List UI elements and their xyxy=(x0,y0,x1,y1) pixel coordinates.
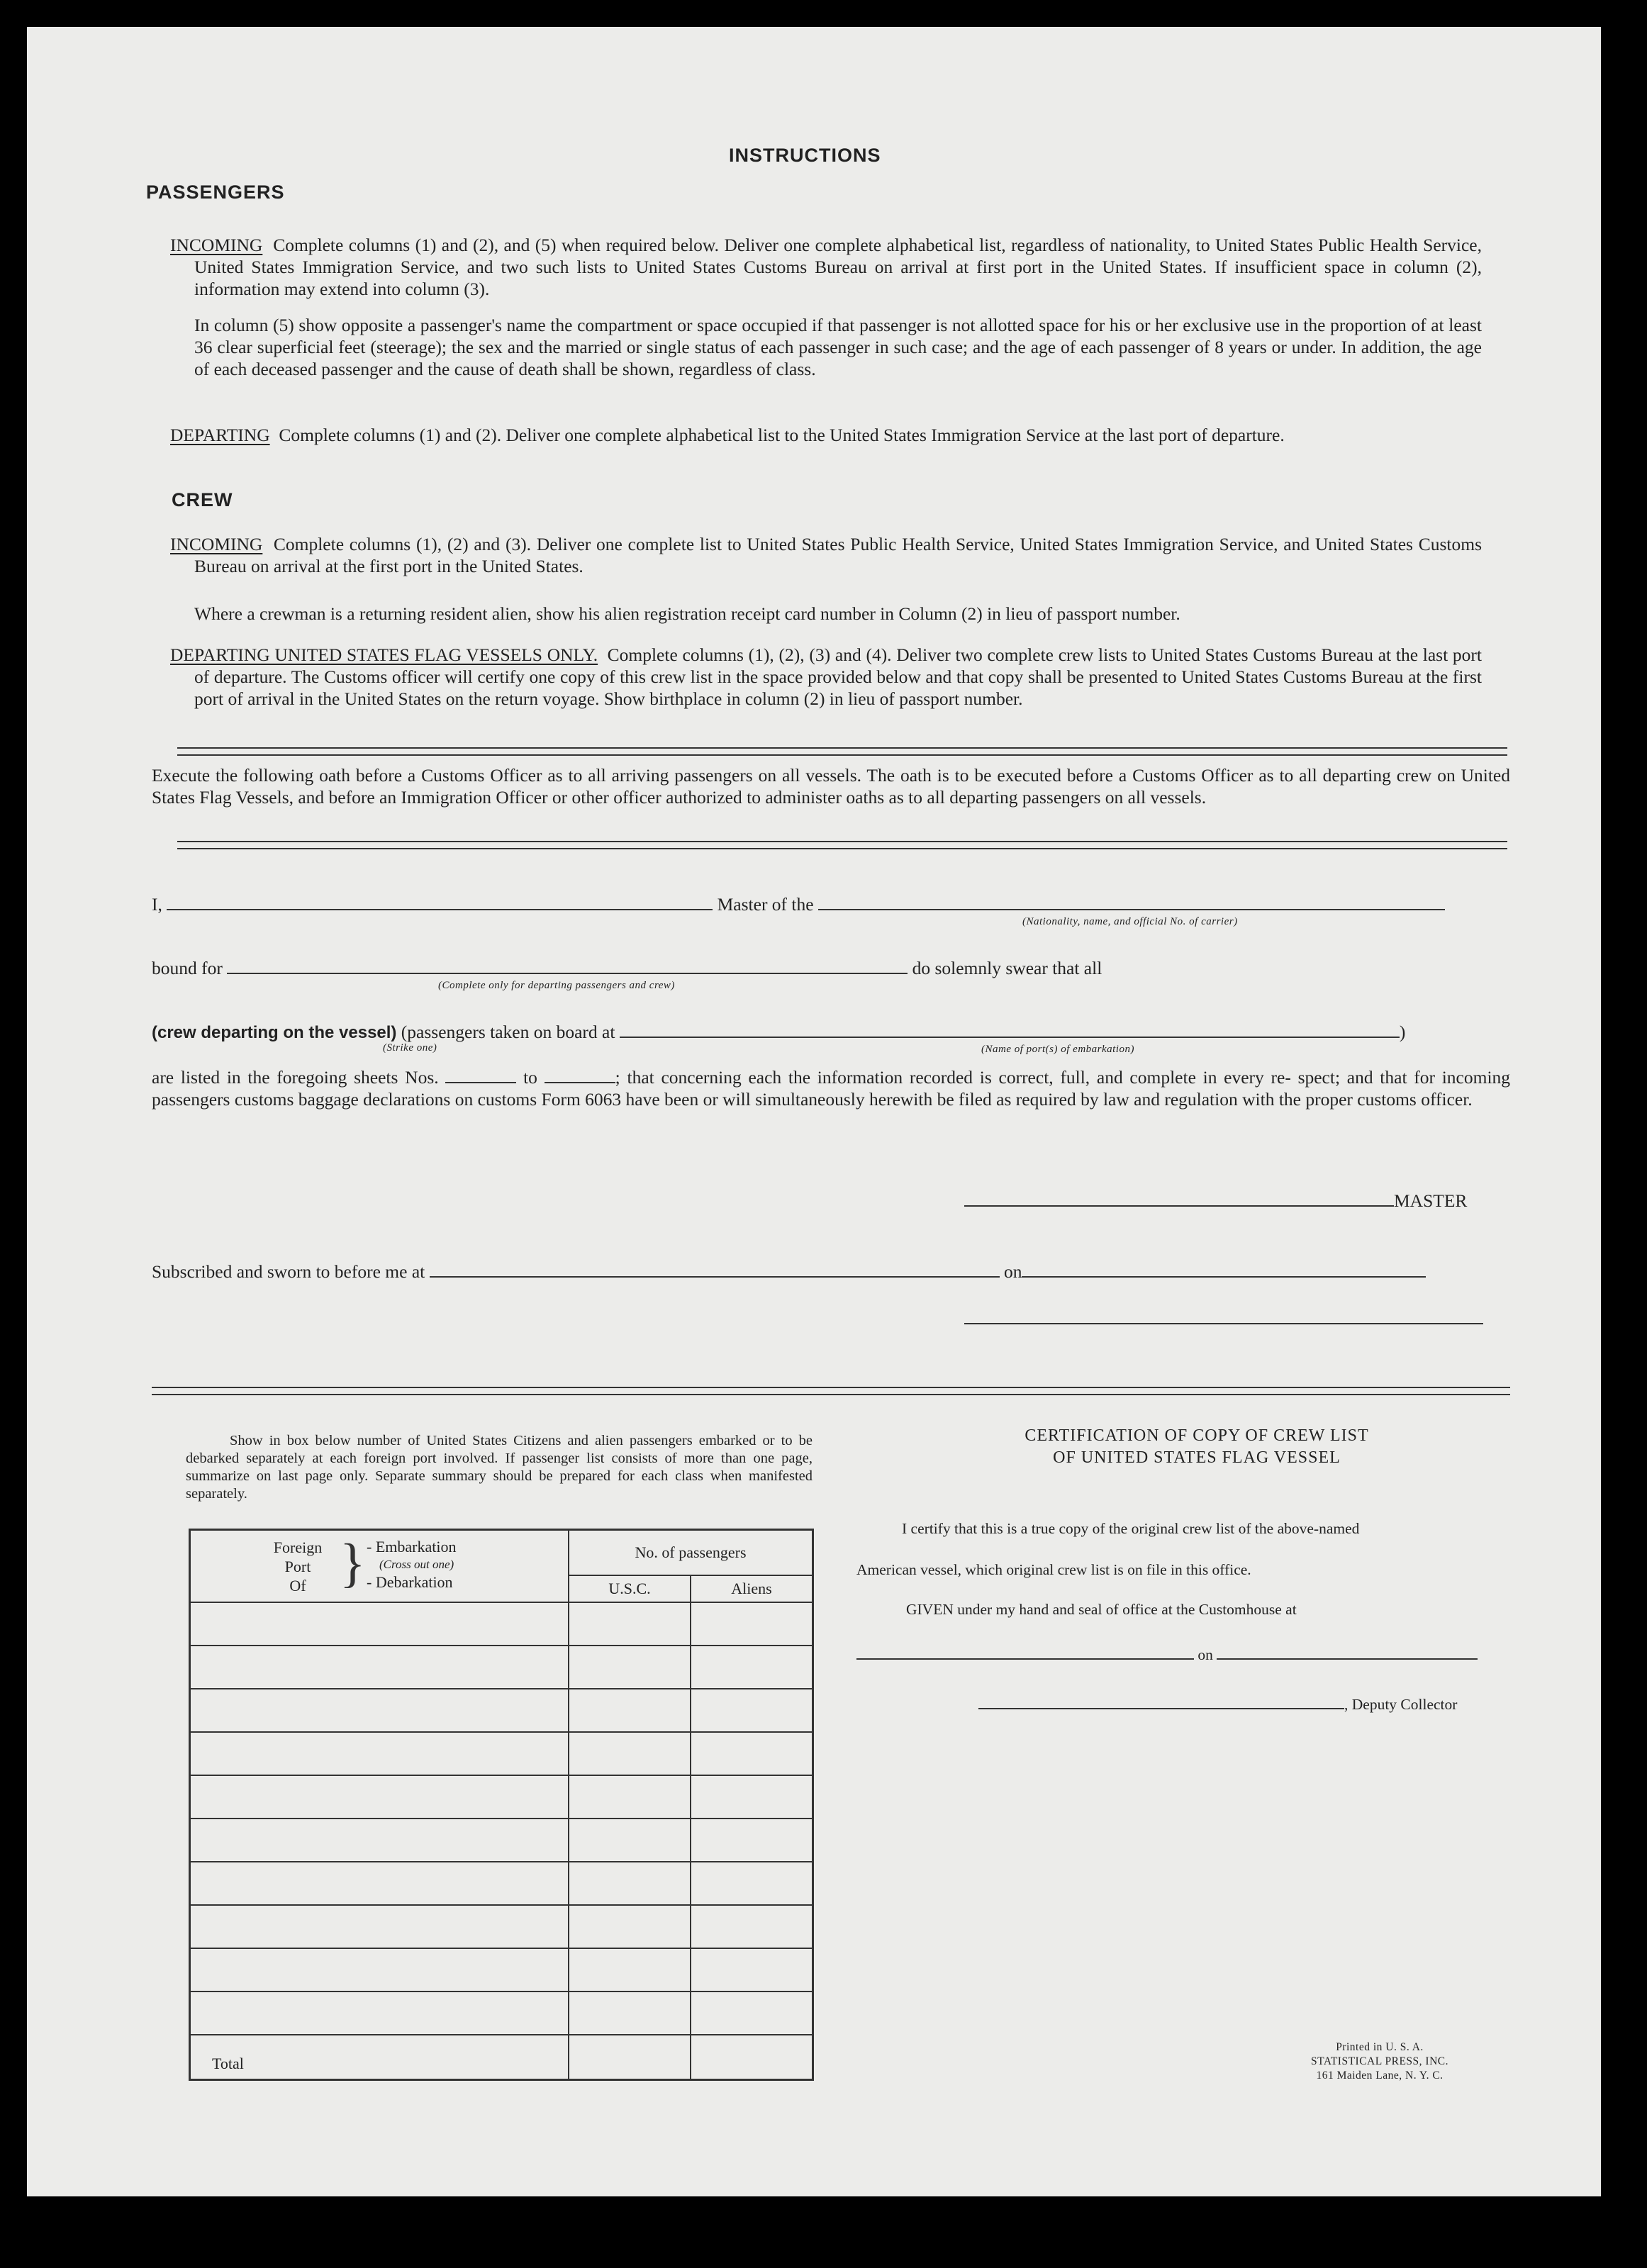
crew-heading: CREW xyxy=(172,489,233,510)
embarkation-label: - Embarkation xyxy=(367,1538,457,1555)
passengers-departing-block xyxy=(170,424,1482,446)
crew-departing-label: DEPARTING UNITED STATES FLAG VESSELS ONLY. xyxy=(170,644,598,665)
customhouse-field[interactable] xyxy=(856,1647,1194,1660)
divider-bottom xyxy=(152,1387,1510,1395)
subscribed-line xyxy=(152,1261,1426,1283)
usc-header: U.S.C. xyxy=(569,1575,691,1602)
sworn-place-field[interactable] xyxy=(430,1261,1000,1278)
aliens-header: Aliens xyxy=(691,1575,813,1602)
usc-cell[interactable] xyxy=(569,1775,691,1819)
deputy-line xyxy=(978,1696,1457,1714)
listed-to-label: to xyxy=(523,1067,537,1088)
on-label: on xyxy=(1003,1261,1022,1282)
table-row xyxy=(190,1948,813,1992)
brace-glyph: } xyxy=(340,1534,366,1593)
master-label: MASTER xyxy=(1394,1190,1468,1211)
listed-text-2: ; that concerning each the information recorded is correct, full, and complete in every re- xyxy=(615,1067,1291,1088)
bound-caption: (Complete only for departing passengers and crew) xyxy=(438,980,675,991)
certification-title-2: OF UNITED STATES FLAG VESSEL xyxy=(1053,1448,1341,1467)
port-cell[interactable] xyxy=(190,1905,569,1948)
aliens-cell[interactable] xyxy=(691,1862,813,1905)
crew-incoming-label: INCOMING xyxy=(170,534,263,554)
crew-departing-text: Complete columns (1), (2), (3) and (4). Deliver two complete crew lists to United States Customs Bureau at the last port of departure. The Customs officer will certify one copy of this crew list in the space provided below and that copy shall be presented to United States Customs Bureau at the first port of arrival in the United States on the return voyage. Show birthplace in column (2) in lieu of passport number. xyxy=(194,644,1482,709)
usc-cell[interactable] xyxy=(569,1689,691,1732)
passenger-summary-table xyxy=(189,1529,814,2081)
departing-label: DEPARTING xyxy=(170,425,270,445)
passengers-incoming-block xyxy=(170,234,1482,300)
oath-line-1 xyxy=(152,893,1445,915)
departing-text: Complete columns (1) and (2). Deliver one complete alphabetical list to the United States Immigration Service at the last port of departure. xyxy=(279,425,1285,445)
subscribed-label: Subscribed and sworn to before me at xyxy=(152,1261,425,1282)
aliens-total-cell[interactable] xyxy=(691,2035,813,2080)
bound-for-field[interactable] xyxy=(227,957,908,974)
table-row xyxy=(190,1775,813,1819)
table-row xyxy=(190,1862,813,1905)
usc-cell[interactable] xyxy=(569,1732,691,1775)
instructions-title: INSTRUCTIONS xyxy=(729,145,881,166)
cert-on-label: on xyxy=(1197,1646,1213,1663)
usc-cell[interactable] xyxy=(569,1948,691,1992)
port-cell[interactable] xyxy=(190,1862,569,1905)
foreign-label: Foreign xyxy=(273,1538,323,1556)
crewman-block xyxy=(194,603,1482,625)
officer-signature-field[interactable] xyxy=(964,1323,1483,1324)
oath-line-2 xyxy=(152,957,1102,979)
summary-text: Show in box below number of United States Citizens and alien passengers embarked or to be debarked separately at each foreign port involved. If passenger list consists of more than one page, summarize on last page only. Separate summary should be prepared for each class when manifested separately. xyxy=(186,1433,813,1502)
close-paren: ) xyxy=(1399,1022,1406,1042)
printer-line-2: STATISTICAL PRESS, INC. xyxy=(1311,2055,1448,2067)
listed-text-1: are listed in the foregoing sheets Nos. xyxy=(152,1067,439,1088)
form-page xyxy=(27,27,1601,2196)
column5-text: In column (5) show opposite a passenger's name the compartment or space occupied if that passenger is not allotted space for his or her exclusive use in the proportion of at least 36 clear superficial feet (steerage); the sex and the married or single status of each passenger in such case; and the age of each passenger of 8 years or under. In addition, the age of each deceased passenger and the cause of death shall be shown, regardless of class. xyxy=(194,315,1482,379)
port-cell[interactable] xyxy=(190,1732,569,1775)
table-row xyxy=(190,1819,813,1862)
aliens-cell[interactable] xyxy=(691,1602,813,1646)
port-cell[interactable] xyxy=(190,1646,569,1689)
carrier-caption: (Nationality, name, and official No. of carrier) xyxy=(1022,916,1238,927)
listed-block xyxy=(152,1066,1510,1110)
deputy-label: , Deputy Collector xyxy=(1344,1696,1458,1713)
column5-block xyxy=(194,314,1482,380)
sheet-from-field[interactable] xyxy=(445,1066,516,1083)
divider-oath xyxy=(177,841,1507,849)
table-row xyxy=(190,1992,813,2035)
crew-departing-option[interactable]: (crew departing on the vessel) xyxy=(152,1023,397,1042)
usc-total-cell[interactable] xyxy=(569,2035,691,2080)
aliens-cell[interactable] xyxy=(691,1905,813,1948)
usc-cell[interactable] xyxy=(569,1992,691,2035)
oath-block xyxy=(152,764,1510,808)
table-row xyxy=(190,1646,813,1689)
total-row xyxy=(190,2035,813,2080)
aliens-cell[interactable] xyxy=(691,1992,813,2035)
aliens-cell[interactable] xyxy=(691,1948,813,1992)
bound-for-label: bound for xyxy=(152,958,223,978)
divider-top xyxy=(177,747,1507,756)
cert-date-field[interactable] xyxy=(1217,1647,1478,1660)
port-cell[interactable] xyxy=(190,1602,569,1646)
table-row xyxy=(190,1689,813,1732)
strike-one-caption: (Strike one) xyxy=(383,1042,437,1054)
port-cell[interactable] xyxy=(190,1689,569,1732)
certification-title xyxy=(878,1425,1516,1469)
master-signature-field[interactable] xyxy=(964,1190,1394,1207)
port-label: Port xyxy=(284,1558,311,1575)
printer-line-3: 161 Maiden Lane, N. Y. C. xyxy=(1316,2069,1444,2082)
usc-cell[interactable] xyxy=(569,1819,691,1862)
table-row xyxy=(190,1905,813,1948)
customhouse-line xyxy=(856,1646,1478,1664)
passengers-taken-option[interactable]: (passengers taken on board at xyxy=(401,1022,615,1042)
port-cell[interactable] xyxy=(190,1948,569,1992)
aliens-cell[interactable] xyxy=(691,1646,813,1689)
aliens-cell[interactable] xyxy=(691,1732,813,1775)
debarkation-label: - Debarkation xyxy=(367,1573,453,1591)
crew-incoming-text: Complete columns (1), (2) and (3). Deliver one complete list to United States Public Health Service, United States Immigration Service, and United States Customs Bureau on arrival at the first port in the United States. xyxy=(194,534,1483,576)
oath-text: Execute the following oath before a Customs Officer as to all arriving passengers on all vessels. The oath is to be executed before a Customs Officer as to all departing crew on United States Flag Vessels, and before an Immigration Officer or other officer authorized to administer oaths as to all departing passengers on all vessels. xyxy=(152,765,1510,808)
printer-imprint xyxy=(1252,2040,1507,2083)
foreign-port-header xyxy=(190,1530,569,1602)
master-signature-line xyxy=(964,1190,1467,1212)
certify-text: I certify that this is a true copy of the original crew list of the above-named xyxy=(902,1520,1360,1537)
crew-incoming-block xyxy=(170,533,1482,577)
usc-cell[interactable] xyxy=(569,1862,691,1905)
usc-cell[interactable] xyxy=(569,1602,691,1646)
swear-label: do solemnly swear that all xyxy=(912,958,1102,978)
printer-line-1: Printed in U. S. A. xyxy=(1336,2041,1424,2053)
usc-cell[interactable] xyxy=(569,1646,691,1689)
no-of-passengers-header: No. of passengers xyxy=(569,1530,813,1575)
total-label: Total xyxy=(190,2035,569,2080)
crewman-text: Where a crewman is a returning resident alien, show his alien registration receipt card number in Column (2) in lieu of passport number. xyxy=(194,603,1180,624)
certification-title-1: CERTIFICATION OF COPY OF CREW LIST xyxy=(1025,1426,1369,1445)
master-of-the-label: Master of the xyxy=(717,894,814,915)
sworn-date-field[interactable] xyxy=(1022,1261,1426,1278)
passengers-heading: PASSENGERS xyxy=(146,181,285,203)
port-caption: (Name of port(s) of embarkation) xyxy=(981,1044,1134,1055)
oath-line-3 xyxy=(152,1021,1405,1043)
crew-departing-block xyxy=(170,644,1482,710)
carrier-field[interactable] xyxy=(818,893,1445,910)
embarkation-port-field[interactable] xyxy=(620,1021,1400,1038)
deputy-signature-field[interactable] xyxy=(978,1697,1344,1709)
american-vessel-text: American vessel, which original crew list is on file in this office. xyxy=(856,1561,1251,1578)
aliens-cell[interactable] xyxy=(691,1689,813,1732)
port-cell[interactable] xyxy=(190,1992,569,2035)
master-name-field[interactable] xyxy=(167,893,713,910)
incoming-text: Complete columns (1) and (2), and (5) when required below. Deliver one complete alphabetical list, regardless of nationality, to United States Public Health Service, United States Immigration Service, and two such lists to United States Customs Bureau on arrival at first port in the United States. If insufficient space in column (2), information may extend into column (3). xyxy=(194,235,1483,299)
port-cell[interactable] xyxy=(190,1819,569,1862)
port-cell[interactable] xyxy=(190,1775,569,1819)
aliens-cell[interactable] xyxy=(691,1775,813,1819)
i-label: I, xyxy=(152,894,162,915)
incoming-label: INCOMING xyxy=(170,235,263,255)
aliens-cell[interactable] xyxy=(691,1819,813,1862)
usc-cell[interactable] xyxy=(569,1905,691,1948)
given-text: GIVEN under my hand and seal of office at the Customhouse at xyxy=(906,1601,1297,1618)
listed-text-3: spect; and that for incoming passengers customs baggage declarations on customs Form 6063 have been or will simultaneously herewith be filed as required by law and regulation with the proper customs officer. xyxy=(152,1067,1511,1110)
table-row xyxy=(190,1732,813,1775)
cross-out-label: (Cross out one) xyxy=(379,1558,454,1571)
table-row xyxy=(190,1602,813,1646)
of-label: Of xyxy=(289,1577,306,1594)
sheet-to-field[interactable] xyxy=(545,1066,615,1083)
